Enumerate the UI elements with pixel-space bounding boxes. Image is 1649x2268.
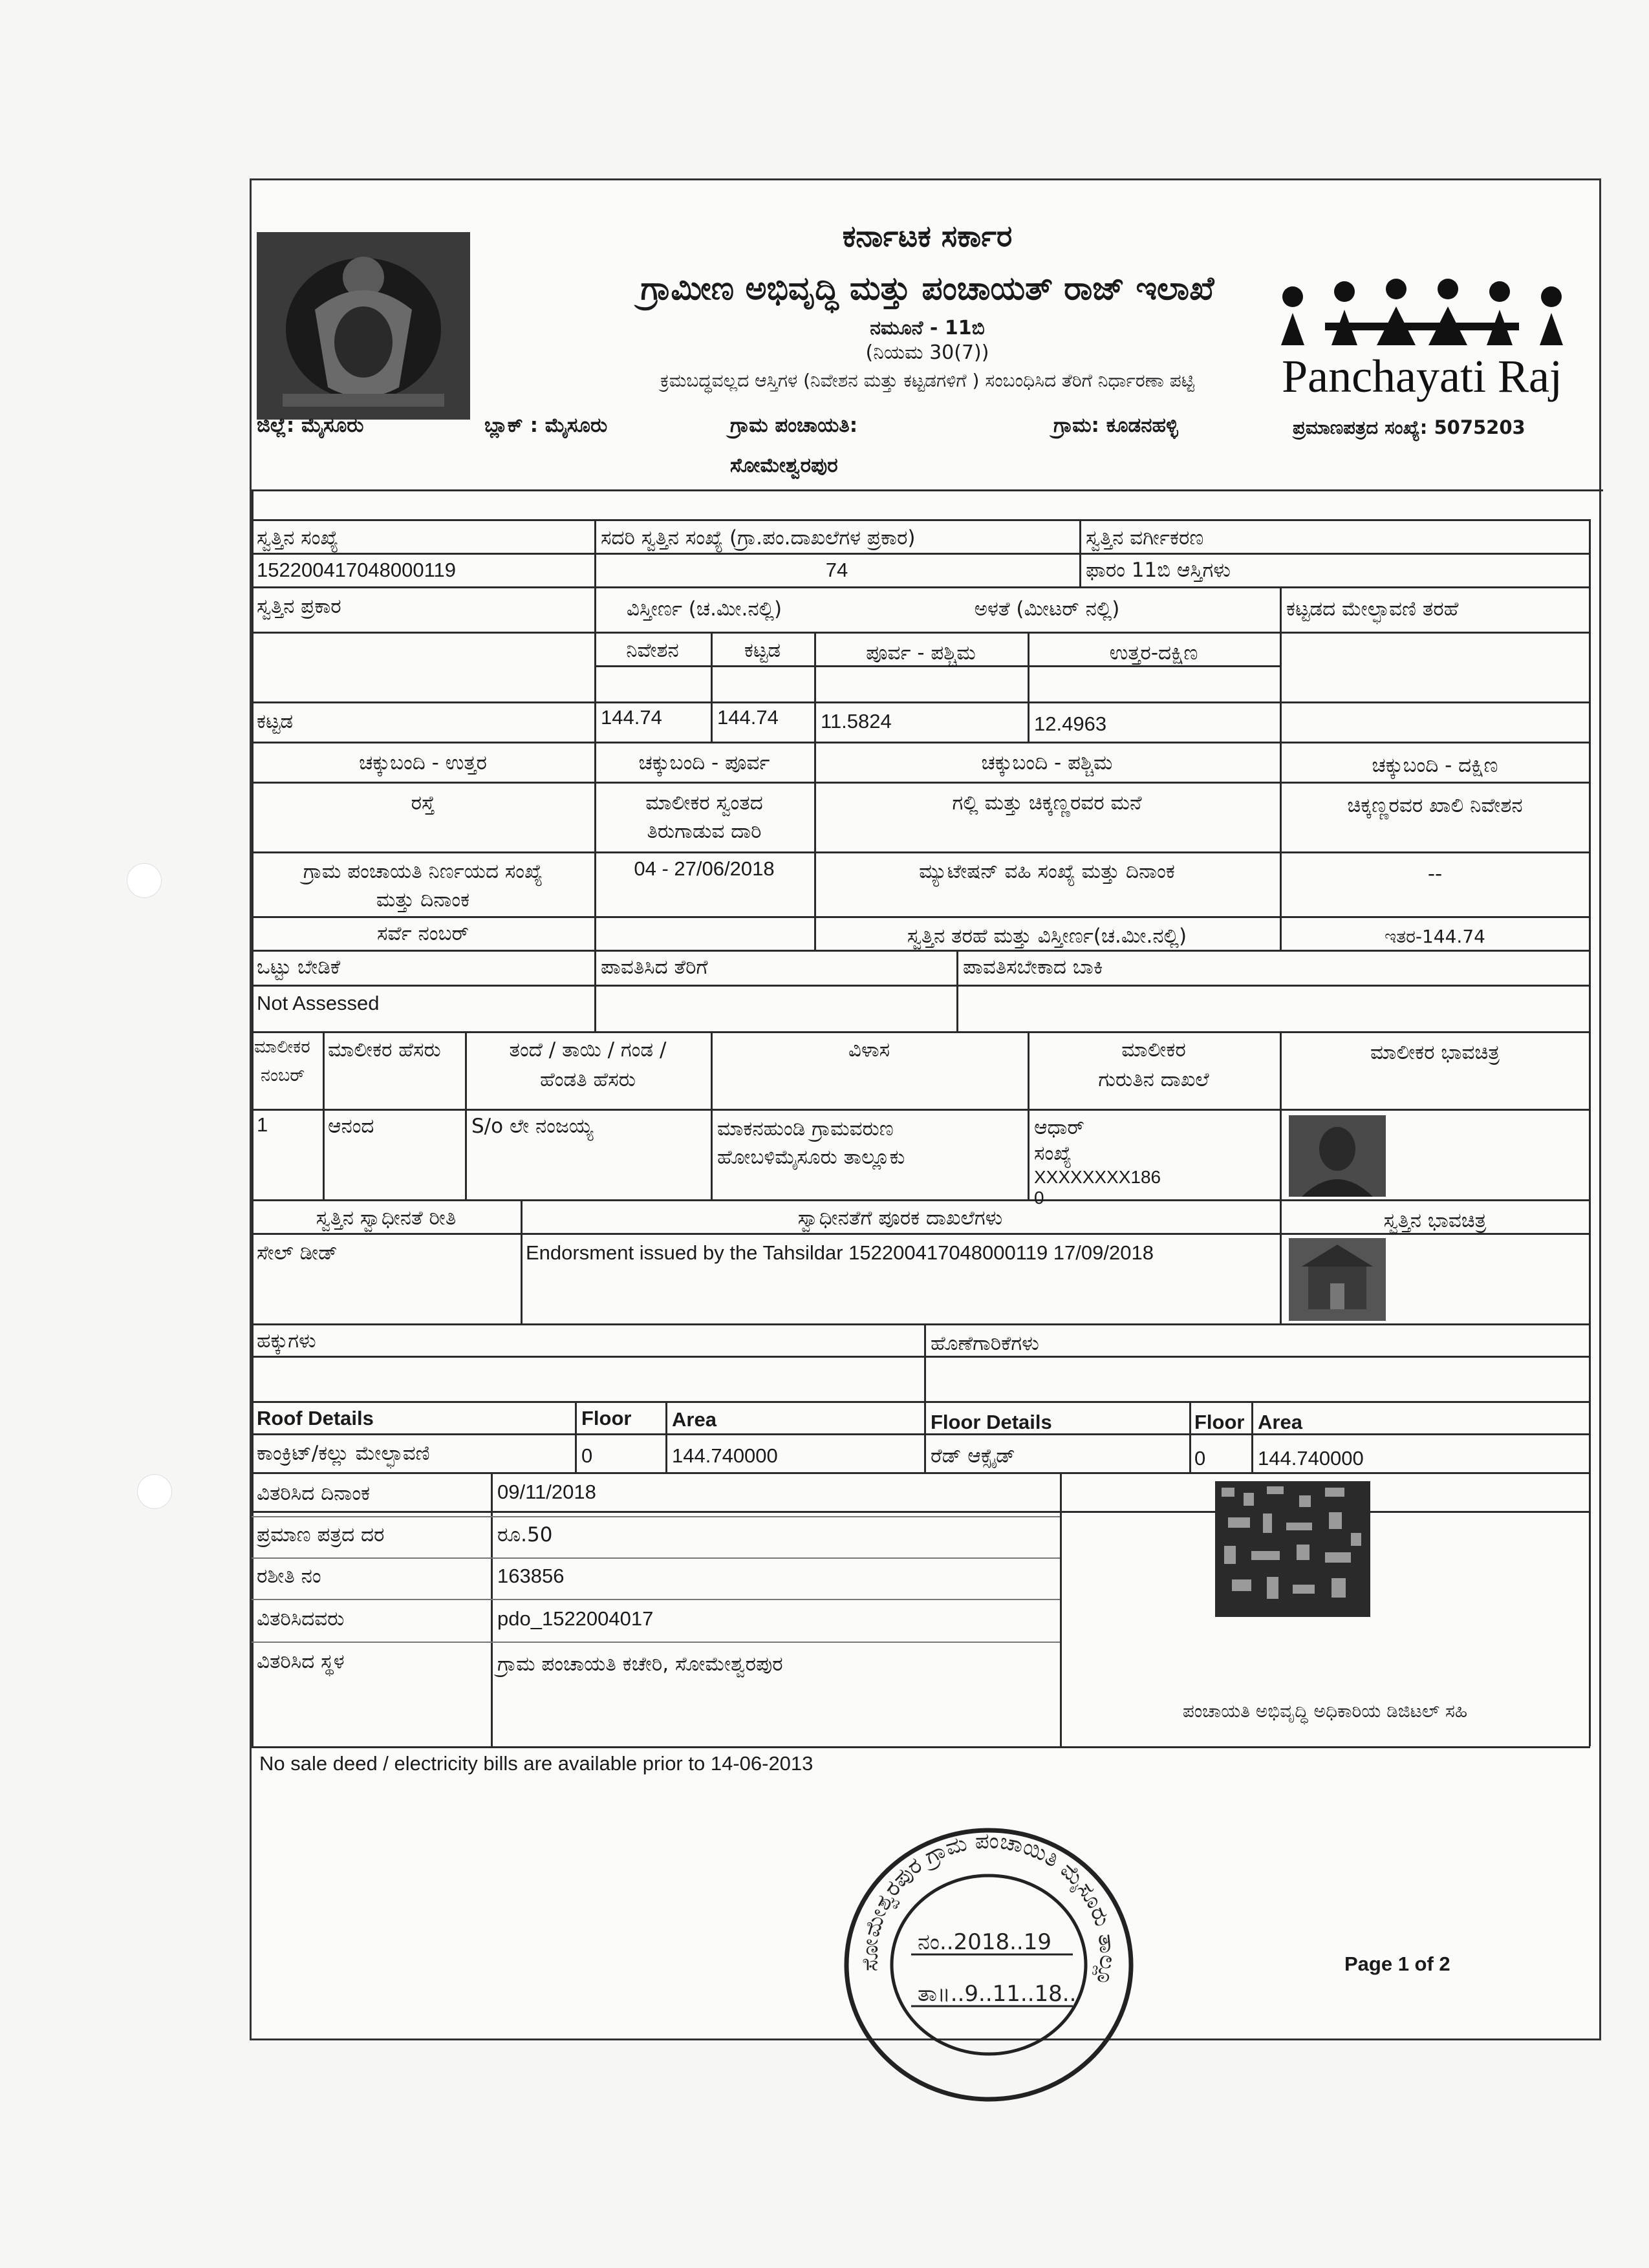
issue-place-label: ವಿತರಿಸಿದ ಸ್ಥಳ bbox=[257, 1650, 345, 1673]
property-id-value: 152200417048000119 bbox=[257, 559, 457, 581]
owner-no-label-1: ಮಾಲೀಕರ bbox=[254, 1037, 310, 1057]
roof-type-label: ಕಟ್ಟಡದ ಮೇಲ್ಛಾವಣಿ ತರಹೆ bbox=[1286, 597, 1459, 621]
dimensions-label: ಅಳತೆ (ಮೀಟರ್ ನಲ್ಲಿ) bbox=[974, 597, 1120, 621]
north-south-value: 12.4963 bbox=[1034, 712, 1107, 735]
east-west-value: 11.5824 bbox=[821, 710, 892, 733]
roof-value: ಕಾಂಕ್ರಿಟ್/ಕಲ್ಲು ಮೇಲ್ಛಾವಣಿ bbox=[257, 1442, 430, 1465]
classification-label: ಸ್ವತ್ತಿನ ವರ್ಗೀಕರಣ bbox=[1086, 526, 1204, 550]
survey-number-label: ಸರ್ವೆ ನಂಬರ್ bbox=[377, 922, 469, 945]
property-certificate bbox=[250, 178, 1601, 2040]
roof-area-value: 144.740000 bbox=[672, 1444, 778, 1467]
site-area-value: 144.74 bbox=[601, 706, 662, 729]
boundary-east-label: ಚಕ್ಕುಬಂದಿ - ಪೂರ್ವ bbox=[638, 751, 770, 775]
stamp-date: ತಾ॥..9..11..18.. bbox=[918, 1981, 1077, 2007]
owner-no-label-2: ನಂಬರ್ bbox=[261, 1065, 305, 1086]
property-id-label: ಸ್ವತ್ತಿನ ಸಂಖ್ಯೆ bbox=[257, 526, 339, 550]
roof-details-label: Roof Details bbox=[257, 1407, 374, 1429]
property-type-value: ಕಟ್ಟಡ bbox=[257, 710, 294, 733]
issue-date-value: 09/11/2018 bbox=[497, 1481, 596, 1503]
floor-floor-label: Floor bbox=[1194, 1411, 1245, 1433]
rights-label: ಹಕ್ಕುಗಳು bbox=[257, 1329, 316, 1353]
site-label: ನಿವೇಶನ bbox=[626, 639, 679, 662]
resolution-label-2: ಮತ್ತು ದಿನಾಂಕ bbox=[376, 888, 470, 912]
boundary-south-value: ಚಿಕ್ಕಣ್ಣರವರ ಖಾಲಿ ನಿವೇಶನ bbox=[1347, 794, 1523, 817]
district: ಜಿಲ್ಲೆ: ಮೈಸೂರು bbox=[257, 414, 364, 437]
village: ಗ್ರಾಮ: ಕೂಡನಹಳ್ಳಿ bbox=[1053, 414, 1178, 437]
type-area-value: ಇತರ-144.74 bbox=[1385, 926, 1485, 947]
ownership-method-value: ಸೇಲ್ ಡೀಡ್ bbox=[257, 1241, 338, 1265]
block: ಬ್ಲಾಕ್ : ಮೈಸೂರು bbox=[484, 414, 608, 437]
property-photo-label: ಸ್ವತ್ತಿನ ಭಾವಚಿತ್ರ bbox=[1383, 1209, 1487, 1232]
stamp-number: ನಂ..2018..19 bbox=[918, 1929, 1051, 1955]
boundary-north-label: ಚಕ್ಕುಬಂದಿ - ಉತ್ತರ bbox=[359, 751, 487, 775]
type-area-label: ಸ್ವತ್ತಿನ ತರಹೆ ಮತ್ತು ವಿಸ್ತೀರ್ಣ(ಚ.ಮೀ.ನಲ್ಲಿ) bbox=[907, 925, 1187, 948]
owner-id-label-1: ಮಾಲೀಕರ bbox=[1121, 1038, 1186, 1062]
building-area-value: 144.74 bbox=[717, 706, 779, 729]
issue-date-label: ವಿತರಿಸಿದ ದಿನಾಂಕ bbox=[257, 1482, 371, 1505]
issuer-value: pdo_1522004017 bbox=[497, 1607, 654, 1630]
punch-hole bbox=[127, 863, 162, 898]
boundary-east-value-2: ತಿರುಗಾಡುವ ದಾರಿ bbox=[647, 820, 762, 843]
area-label: ವಿಸ್ತೀರ್ಣ (ಚ.ಮೀ.ನಲ್ಲಿ) bbox=[626, 597, 782, 621]
owner-row-id-2: ಸಂಖ್ಯೆ bbox=[1034, 1142, 1072, 1165]
total-demand-label: ಒಟ್ಟು ಬೇಡಿಕೆ bbox=[257, 956, 341, 979]
mutation-label: ಮ್ಯುಟೇಷನ್ ವಹಿ ಸಂಖ್ಯೆ ಮತ್ತು ದಿನಾಂಕ bbox=[919, 860, 1175, 883]
gram-panchayat-name: ಸೋಮೇಶ್ವರಪುರ bbox=[730, 454, 838, 477]
building-label: ಕಟ್ಟಡ bbox=[744, 639, 781, 662]
logo-text: Panchayati Raj bbox=[1282, 350, 1562, 402]
roof-area-label: Area bbox=[672, 1408, 717, 1431]
tax-balance-label: ಪಾವತಿಸಬೇಕಾದ ಬಾಕಿ bbox=[963, 956, 1103, 979]
owner-row-no: 1 bbox=[257, 1113, 268, 1136]
owner-name-label: ಮಾಲೀಕರ ಹೆಸರು bbox=[328, 1038, 441, 1062]
form-number: ನಮೂನೆ - 11ಬಿ bbox=[870, 317, 985, 339]
department-title: ಗ್ರಾಮೀಣ ಅಭಿವೃದ್ಧಿ ಮತ್ತು ಪಂಚಾಯತ್ ರಾಜ್ ಇಲಾಖೆ bbox=[640, 270, 1214, 307]
form-subtitle: ಕ್ರಮಬದ್ಧವಲ್ಲದ ಆಸ್ತಿಗಳ (ನಿವೇಶನ ಮತ್ತು ಕಟ್ಟಡಗಳಿಗೆ ) ಸಂಬಂಧಿಸಿದ ತೆರಿಗೆ ನಿರ್ಧಾರಣಾ ಪಟ್ಟಿ bbox=[660, 370, 1195, 391]
punch-hole bbox=[137, 1474, 172, 1509]
certificate-number: ಪ್ರಮಾಣಪತ್ರದ ಸಂಖ್ಯೆ: 5075203 bbox=[1293, 416, 1525, 438]
panchayati-raj-logo bbox=[1273, 277, 1571, 420]
owner-address-label: ವಿಳಾಸ bbox=[848, 1038, 890, 1062]
sadari-id-label: ಸದರಿ ಸ್ವತ್ತಿನ ಸಂಖ್ಯೆ (ಗ್ರಾ.ಪಂ.ದಾಖಲೆಗಳ ಪ್ರಕಾರ) bbox=[601, 526, 916, 550]
roof-floor-label: Floor bbox=[581, 1407, 632, 1429]
mutation-value: -- bbox=[1427, 862, 1443, 886]
owner-id-label-2: ಗುರುತಿನ ದಾಖಲೆ bbox=[1098, 1068, 1209, 1091]
floor-area-label: Area bbox=[1258, 1411, 1302, 1433]
boundary-south-label: ಚಕ್ಕುಬಂದಿ - ದಕ್ಷಿಣ bbox=[1372, 754, 1498, 777]
boundary-west-label: ಚಕ್ಕುಬಂದಿ - ಪಶ್ಚಿಮ bbox=[981, 751, 1113, 775]
boundary-north-value: ರಸ್ತೆ bbox=[411, 791, 435, 815]
digital-signature-qr bbox=[1215, 1481, 1370, 1617]
gram-panchayat-label: ಗ್ರಾಮ ಪಂಚಾಯತಿ: bbox=[730, 414, 858, 437]
page-number: Page 1 of 2 bbox=[1344, 1952, 1450, 1975]
owner-row-address-2: ಹೋಬಳಿಮೈಸೂರು ತಾಲ್ಲೂಕು bbox=[717, 1146, 905, 1169]
owner-row-name: ಆನಂದ bbox=[328, 1115, 374, 1138]
boundary-west-value: ಗಲ್ಲಿ ಮತ್ತು ಚಿಕ್ಕಣ್ಣರವರ ಮನೆ bbox=[952, 791, 1142, 815]
fee-value: ರೂ.50 bbox=[497, 1523, 553, 1546]
footer-note: No sale deed / electricity bills are available prior to 14-06-2013 bbox=[259, 1752, 814, 1775]
boundary-east-value-1: ಮಾಲೀಕರ ಸ್ವಂತದ bbox=[645, 791, 763, 815]
issue-place-value: ಗ್ರಾಮ ಪಂಚಾಯತಿ ಕಚೇರಿ, ಸೋಮೇಶ್ವರಪುರ bbox=[497, 1653, 783, 1676]
stamp-ring-text: ಸೋಮೇಶ್ವರಪುರ ಗ್ರಾಮ ಪಂಚಾಯಿತಿ ಮೈಸೂರು ತಾಲ್ಲೂಕು bbox=[857, 1828, 1121, 1988]
floor-area-value: 144.740000 bbox=[1258, 1447, 1364, 1470]
receipt-value: 163856 bbox=[497, 1565, 565, 1587]
govt-title: ಕರ್ನಾಟಕ ಸರ್ಕಾರ bbox=[842, 219, 1013, 253]
north-south-label: ಉತ್ತರ-ದಕ್ಷಿಣ bbox=[1109, 641, 1198, 665]
rule-number: (ನಿಯಮ 30(7)) bbox=[865, 341, 989, 364]
owner-photo-label: ಮಾಲೀಕರ ಭಾವಚಿತ್ರ bbox=[1370, 1041, 1500, 1064]
floor-value: ರೆಡ್ ಆಕ್ಸೈಡ್ bbox=[931, 1444, 1015, 1468]
owner-row-parent: S/o ಲೇ ನಂಜಯ್ಯ bbox=[471, 1115, 594, 1138]
east-west-label: ಪೂರ್ವ - ಪಶ್ಚಿಮ bbox=[866, 641, 976, 665]
ownership-docs-label: ಸ್ವಾಧೀನತೆಗೆ ಪೂರಕ ದಾಖಲೆಗಳು bbox=[797, 1206, 1003, 1230]
office-stamp bbox=[840, 1823, 1137, 2107]
owner-photo bbox=[1289, 1115, 1386, 1197]
classification-value: ಫಾರಂ 11ಬಿ ಆಸ್ತಿಗಳು bbox=[1086, 559, 1231, 582]
tax-paid-label: ಪಾವತಿಸಿದ ತೆರಿಗೆ bbox=[601, 956, 708, 979]
total-demand-value: Not Assessed bbox=[257, 992, 380, 1014]
owner-row-id-4: 0 bbox=[1034, 1188, 1044, 1208]
owner-parent-label-1: ತಂದೆ / ತಾಯಿ / ಗಂಡ / bbox=[509, 1038, 667, 1062]
svg-text:ಸೋಮೇಶ್ವರಪುರ ಗ್ರಾಮ ಪಂಚಾಯಿತಿ ಮೈಸ bbox=[840, 1823, 1121, 1987]
owner-row-id-3: XXXXXXXX186 bbox=[1034, 1167, 1161, 1187]
digital-signature-label: ಪಂಚಾಯತಿ ಅಭಿವೃದ್ಧಿ ಅಧಿಕಾರಿಯ ಡಿಜಿಟಲ್ ಸಹಿ bbox=[1182, 1700, 1468, 1722]
property-photo bbox=[1289, 1238, 1386, 1321]
ownership-method-label: ಸ್ವತ್ತಿನ ಸ್ವಾಧೀನತೆ ರೀತಿ bbox=[316, 1206, 457, 1230]
owner-row-id-1: ಆಧಾರ್ bbox=[1034, 1116, 1084, 1139]
liabilities-label: ಹೊಣೆಗಾರಿಕೆಗಳು bbox=[931, 1332, 1039, 1355]
fee-label: ಪ್ರಮಾಣ ಪತ್ರದ ದರ bbox=[257, 1523, 385, 1546]
roof-floor-value: 0 bbox=[581, 1444, 593, 1467]
floor-details-label: Floor Details bbox=[931, 1411, 1052, 1433]
owner-parent-label-2: ಹೆಂಡತಿ ಹೆಸರು bbox=[540, 1068, 636, 1091]
resolution-label-1: ಗ್ರಾಮ ಪಂಚಾಯತಿ ನಿರ್ಣಯದ ಸಂಖ್ಯೆ bbox=[303, 860, 543, 883]
property-type-label: ಸ್ವತ್ತಿನ ಪ್ರಕಾರ bbox=[257, 595, 341, 618]
issuer-label: ವಿತರಿಸಿದವರು bbox=[257, 1607, 345, 1631]
sadari-id-value: 74 bbox=[825, 559, 848, 581]
receipt-label: ರಶೀತಿ ನಂ bbox=[257, 1565, 321, 1588]
floor-floor-value: 0 bbox=[1194, 1447, 1206, 1470]
owner-row-address-1: ಮಾಕನಹುಂಡಿ ಗ್ರಾಮವರುಣ bbox=[717, 1117, 894, 1140]
resolution-value: 04 - 27/06/2018 bbox=[634, 857, 775, 880]
ownership-docs-value: Endorsment issued by the Tahsildar 152200417048000119 17/09/2018 bbox=[526, 1241, 1154, 1264]
